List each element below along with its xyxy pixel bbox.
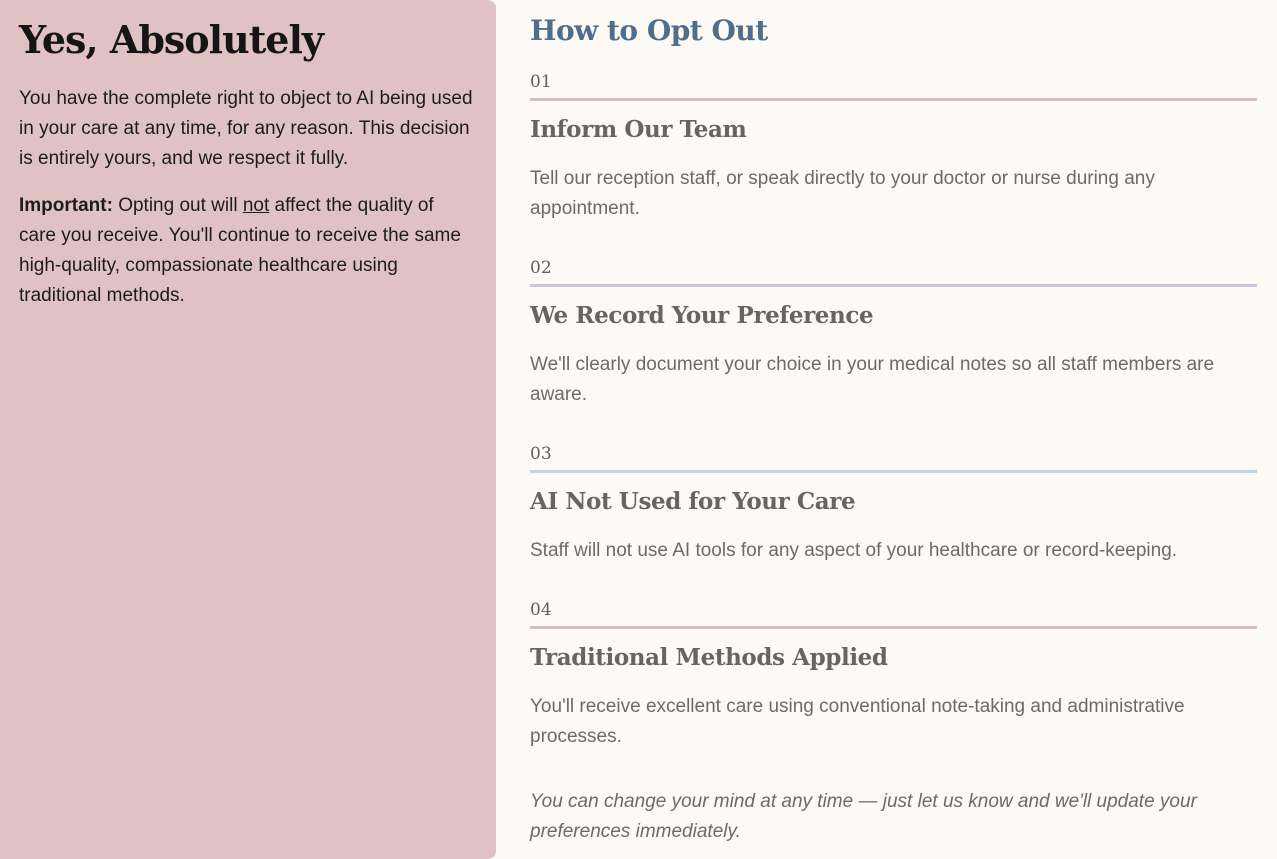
- step-number: 02: [530, 258, 552, 278]
- step-number: 04: [530, 600, 552, 620]
- step-title: We Record Your Preference: [530, 302, 874, 329]
- step-description: You'll receive excellent care using conventional note-taking and administrative processes.: [530, 696, 1185, 747]
- important-label: Important:: [19, 195, 113, 216]
- step-description: We'll clearly document your choice in your medical notes so all staff members are aware.: [530, 354, 1215, 405]
- step-description: Tell our reception staff, or speak directly to your doctor or nurse during any appointment.: [530, 168, 1155, 219]
- opt-out-title: How to Opt Out: [530, 14, 768, 47]
- step-description: Staff will not use AI tools for any aspect of your healthcare or record-keeping.: [530, 540, 1178, 561]
- step-2: [530, 258, 1257, 410]
- step-4: [530, 600, 1257, 752]
- important-text-after: affect the quality of care you receive. You'll continue to receive the same high-quality, compassionate healthcare using traditional methods.: [19, 195, 461, 306]
- important-paragraph: [19, 191, 474, 311]
- step-3: [530, 444, 1257, 566]
- step-1: [530, 72, 1257, 224]
- step-title: Traditional Methods Applied: [530, 644, 888, 671]
- rights-paragraph: You have the complete right to object to AI being used in your care at any time, for any reason. This decision is entirely yours, and we respect it fully.: [19, 88, 473, 169]
- step-divider: [530, 284, 1257, 287]
- important-emphasis: not: [242, 195, 270, 216]
- closing-note: You can change your mind at any time — just let us know and we'll update your preferences immediately.: [530, 791, 1197, 842]
- step-divider: [530, 470, 1257, 473]
- step-divider: [530, 98, 1257, 101]
- step-title: Inform Our Team: [530, 116, 747, 143]
- consent-panel: [0, 0, 496, 859]
- step-divider: [530, 626, 1257, 629]
- step-number: 03: [530, 444, 552, 464]
- step-title: AI Not Used for Your Care: [530, 488, 856, 515]
- step-number: 01: [530, 72, 552, 92]
- important-text-before: Opting out will: [112, 195, 243, 216]
- consent-title: Yes, Absolutely: [19, 17, 323, 62]
